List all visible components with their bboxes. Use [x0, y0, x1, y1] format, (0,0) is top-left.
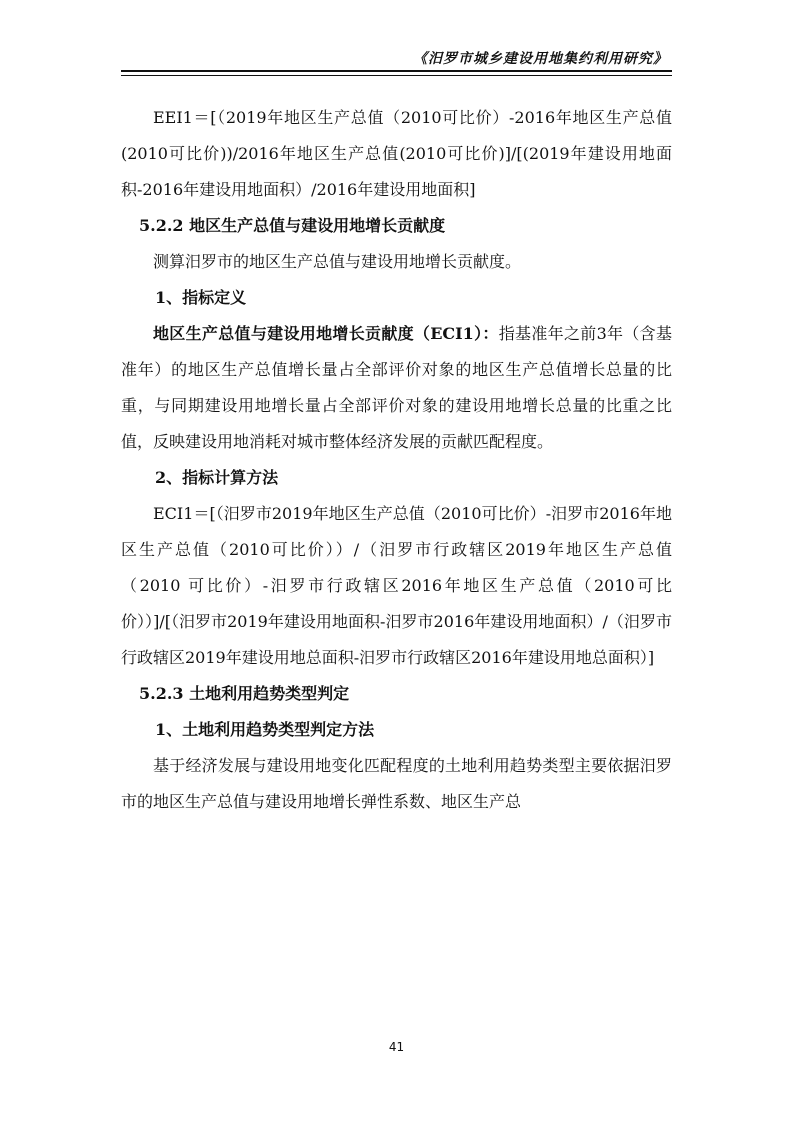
method-heading: 2、指标计算方法: [155, 468, 279, 487]
trend-method-heading: 1、土地利用趋势类型判定方法: [155, 720, 375, 739]
eei1-formula: EEI1＝[（2019年地区生产总值（2010可比价）-2016年地区生产总值(2010可比价))/2016年地区生产总值(2010可比价)]/[(2019年建设用地面积-2016年建设用地面积）/2016年建设用地面积]: [121, 108, 672, 199]
header-rule-thick: [121, 70, 672, 72]
definition-term: 地区生产总值与建设用地增长贡献度（ECI1）：: [153, 324, 499, 343]
section-intro: 测算汨罗市的地区生产总值与建设用地增长贡献度。: [153, 252, 522, 271]
definition-paragraph: [121, 316, 672, 460]
header-rule-thin: [121, 75, 672, 76]
eci1-formula: ECI1＝[（汨罗市2019年地区生产总值（2010可比价）-汨罗市2016年地区生产总值（2010可比价））/（汨罗市行政辖区2019年地区生产总值（2010 可比价）-汨罗市行政辖区2016年地区生产总值（2010可比价））]/[（汨罗市2019年建设用地面积-汨罗市2016年建设用地面积）/（汨罗市行政辖区2019年建设用地总面积-汨罗市行政辖区2016年建设用地总面积）]: [121, 504, 672, 667]
definition-text: 指基准年之前3年（含基准年）的地区生产总值增长量占全部评价对象的地区生产总值增长总量的比重，与同期建设用地增长量占全部评价对象的建设用地增长总量的比重之比值，反映建设用地消耗对城市整体经济发展的贡献匹配程度。: [121, 324, 672, 451]
definition-heading: 1、指标定义: [155, 288, 247, 307]
section-heading-5-2-3: 5.2.3 土地利用趋势类型判定: [139, 684, 350, 703]
document-body: [121, 100, 672, 820]
page-number: 41: [388, 1040, 405, 1054]
header-title: 《汨罗市城乡建设用地集约利用研究》: [413, 51, 668, 67]
section-heading-5-2-2: 5.2.2 地区生产总值与建设用地增长贡献度: [139, 216, 446, 235]
trend-paragraph: 基于经济发展与建设用地变化匹配程度的土地利用趋势类型主要依据汨罗市的地区生产总值与建设用地增长弹性系数、地区生产总: [121, 756, 672, 811]
